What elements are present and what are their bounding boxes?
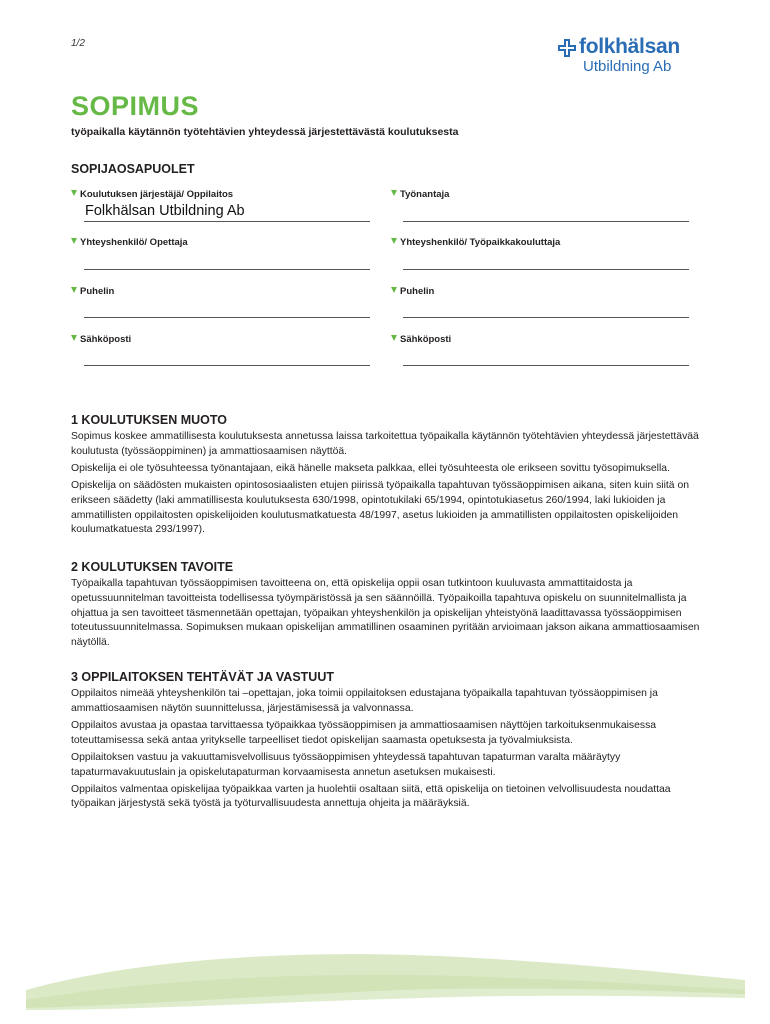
triangle-bullet-icon [71, 238, 77, 244]
section-2-body [71, 577, 701, 653]
paragraph: Oppilaitoksen vastuu ja vakuuttamisvelvollisuus työssäoppimisen yhteydessä tapahtuvan tapaturman varalta määräytyy tapaturmavakuutuslain ja opiskelutapaturman korvaamisesta annetun asetuksen mukaisesti. [71, 751, 621, 778]
triangle-bullet-icon [391, 190, 397, 196]
paragraph: Oppilaitos nimeää yhteyshenkilön tai –opettajan, joka toimii oppilaitoksen edustajana työpaikalla tapahtuvan työssäoppimisen ja ammattiosaamisen näytön suunnittelussa, järjestämisessä ja valvonnassa. [71, 688, 658, 714]
section-3-body [71, 687, 701, 815]
paragraph: Oppilaitos avustaa ja opastaa tarvittaessa työpaikkaa työssäoppimisen ja ammattiosaamisen näyttöjen tarkoituksenmukaisessa toteuttamisessa sekä antaa yritykselle tarpeelliset tiedot opiskelijan saamasta opetuksesta ja työvalmiuksista. [71, 719, 657, 746]
field-label-email-right: Sähköposti [391, 334, 451, 345]
field-line-email-left [84, 365, 370, 366]
field-label-employer: Työnantaja [391, 189, 449, 200]
decorative-wave [0, 950, 770, 1024]
section-2-heading: 2 KOULUTUKSEN TAVOITE [71, 560, 234, 574]
field-label-contact-teacher: Yhteyshenkilö/ Opettaja [71, 237, 188, 248]
folkhalsan-logo [556, 37, 741, 79]
field-line-phone-right [403, 317, 689, 318]
triangle-bullet-icon [391, 238, 397, 244]
triangle-bullet-icon [71, 287, 77, 293]
field-line-employer [403, 221, 689, 222]
page-number: 1/2 [71, 38, 85, 49]
paragraph: Oppilaitos valmentaa opiskelijaa työpaikkaa varten ja huolehtii osaltaan siitä, että opiskelija on tietoinen velvollisuudesta noudattaa työpaikan järjestystä sekä työstä ja työturvallisuudesta annettuja ohjeita ja määräyksiä. [71, 783, 671, 810]
paragraph: Sopimus koskee ammatillisesta koulutuksesta annetussa laissa tarkoitettua työpaikalla käytännön työtehtävien yhteydessä järjestettävää koulutusta (työssäoppiminen) ja ammattiosaamisen näyttöä. [71, 431, 699, 457]
paragraph: Opiskelija on säädösten mukaisten opintososiaalisten etujen piirissä työpaikalla tapahtuvan työssäoppimisen aikana, siten kuin siitä on erikseen säädetty (laki ammatillisesta koulutuksesta 630/1998, opintotukilaki 65/1994, opintotukiasetus 260/1994, laki lukioiden ja ammatillisten oppilaitosten opiskelijoiden koulutusmatkatuesta 48/1997, asetus lukioiden ja ammatillisten oppilaitosten opiskelijoiden koulumatkatuesta 293/1997). [71, 479, 690, 536]
field-line-workplace-instructor [403, 269, 689, 270]
field-label-workplace-instructor: Yhteyshenkilö/ Työpaikkakouluttaja [391, 237, 560, 248]
parties-heading: SOPIJAOSAPUOLET [71, 162, 195, 176]
triangle-bullet-icon [391, 335, 397, 341]
document-title: SOPIMUS [71, 91, 200, 121]
paragraph: Työpaikalla tapahtuvan työssäoppimisen tavoitteena on, että opiskelija oppii osan tutkintoon kuuluvasta ammattitaidosta ja opetussuunnitelman tavoitteista todellisessa työympäristössä ja sen säännöillä. Työpaikoilla tapahtuva opiskelu on suunnitelmallista ja ohjattua ja sen tavoitteet täsmennetään opettajan, työpaikan yhteyshenkilön ja opiskelijan yhteistyönä laadittavassa työssäoppimisen toteutussuunnitelmassa. Sopimuksen mukaan opiskelijan ammatillinen osaaminen pyritään arvioimaan jakson aikana ammattiosaamisen näytöllä. [71, 578, 700, 649]
field-label-email-left: Sähköposti [71, 334, 131, 345]
field-label-phone-left: Puhelin [71, 286, 114, 297]
field-line-contact-teacher [84, 269, 370, 270]
cross-logo-icon [558, 39, 576, 57]
section-1-heading: 1 KOULUTUKSEN MUOTO [71, 413, 228, 427]
field-line-education-provider [84, 221, 370, 222]
triangle-bullet-icon [391, 287, 397, 293]
field-label-education-provider: Koulutuksen järjestäjä/ Oppilaitos [71, 189, 233, 200]
logo-subtitle: Utbildning Ab [583, 58, 672, 75]
triangle-bullet-icon [71, 335, 77, 341]
paragraph: Opiskelija ei ole työsuhteessa työnantajaan, eikä hänelle makseta palkkaa, ellei työsuhteesta ole erikseen sovittu työsopimuksella. [71, 462, 670, 474]
field-line-email-right [403, 365, 689, 366]
section-1-body [71, 430, 701, 540]
field-label-phone-right: Puhelin [391, 286, 434, 297]
logo-name: folkhälsan [579, 35, 680, 58]
field-line-phone-left [84, 317, 370, 318]
section-3-heading: 3 OPPILAITOKSEN TEHTÄVÄT JA VASTUUT [71, 670, 334, 684]
field-value-education-provider[interactable]: Folkhälsan Utbildning Ab [85, 203, 245, 219]
triangle-bullet-icon [71, 190, 77, 196]
document-subtitle: työpaikalla käytännön työtehtävien yhteydessä järjestettävästä koulutuksesta [71, 126, 459, 138]
